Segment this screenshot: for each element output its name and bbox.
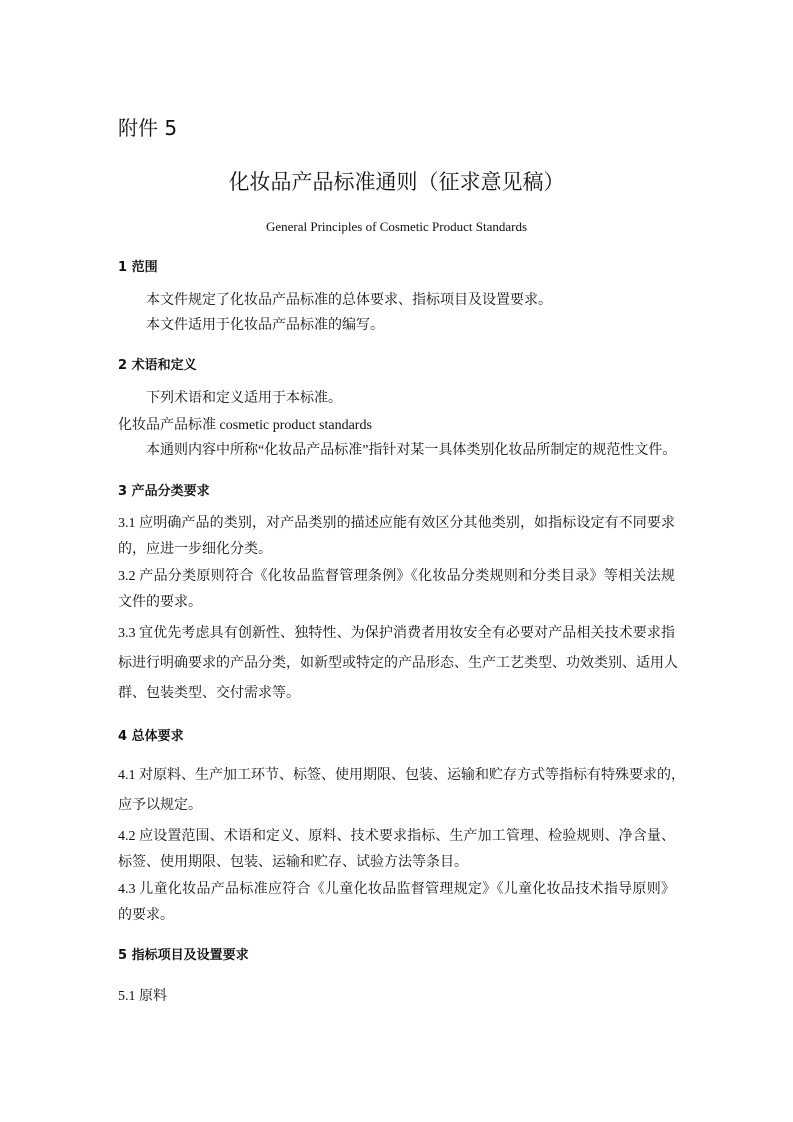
section-heading-indicators: 5 指标项目及设置要求 [118,948,249,963]
paragraph-line: 标进行明确要求的产品分类，如新型或特定的产品形态、生产工艺类型、功效类别、适用人 [118,656,678,671]
paragraph-line: 下列术语和定义适用于本标准。 [146,391,342,406]
paragraph-line: 文件的要求。 [118,595,202,610]
paragraph-line: 群、包装类型、交付需求等。 [118,686,300,701]
subsection-heading-materials: 5.1 原料 [118,989,167,1004]
paragraph-line: 4.3 儿童化妆品产品标准应符合《儿童化妆品监督管理规定》《儿童化妆品技术指导原则》 [118,882,675,897]
paragraph-line: 3.3 宜优先考虑具有创新性、独特性、为保护消费者用妆安全有必要对产品相关技术要求指 [118,626,675,641]
section-heading-terms: 2 术语和定义 [118,358,197,373]
paragraph-line: 4.2 应设置范围、术语和定义、原料、技术要求指标、生产加工管理、检验规则、净含量、 [118,829,675,844]
paragraph-line: 4.1 对原料、生产加工环节、标签、使用期限、包装、运输和贮存方式等指标有特殊要求的， [118,768,685,783]
document-subtitle: General Principles of Cosmetic Product Standards [265,219,528,234]
term-entry: 化妆品产品标准 cosmetic product standards [118,418,372,433]
paragraph-line: 3.1 应明确产品的类别，对产品类别的描述应能有效区分其他类别，如指标设定有不同要求 [118,516,675,531]
term-definition: 本通则内容中所称“化妆品产品标准”指针对某一具体类别化妆品所制定的规范性文件。 [146,443,677,458]
paragraph-line: 应予以规定。 [118,798,202,813]
paragraph-line: 标签、使用期限、包装、运输和贮存、试验方法等条目。 [118,855,468,870]
section-heading-classification: 3 产品分类要求 [118,484,210,499]
section-heading-scope: 1 范围 [118,260,158,275]
paragraph-line: 本文件适用于化妆品产品标准的编写。 [146,318,384,333]
paragraph-line: 的要求。 [118,908,174,923]
paragraph-line: 3.2 产品分类原则符合《化妆品监督管理条例》《化妆品分类规则和分类目录》等相关法规 [118,569,675,584]
section-heading-general: 4 总体要求 [118,729,184,744]
paragraph-line: 本文件规定了化妆品产品标准的总体要求、指标项目及设置要求。 [146,293,552,308]
document-title: 化妆品产品标准通则（征求意见稿） [228,170,565,194]
paragraph-line: 的，应进一步细化分类。 [118,542,272,557]
attachment-label: 附件 5 [118,116,178,140]
